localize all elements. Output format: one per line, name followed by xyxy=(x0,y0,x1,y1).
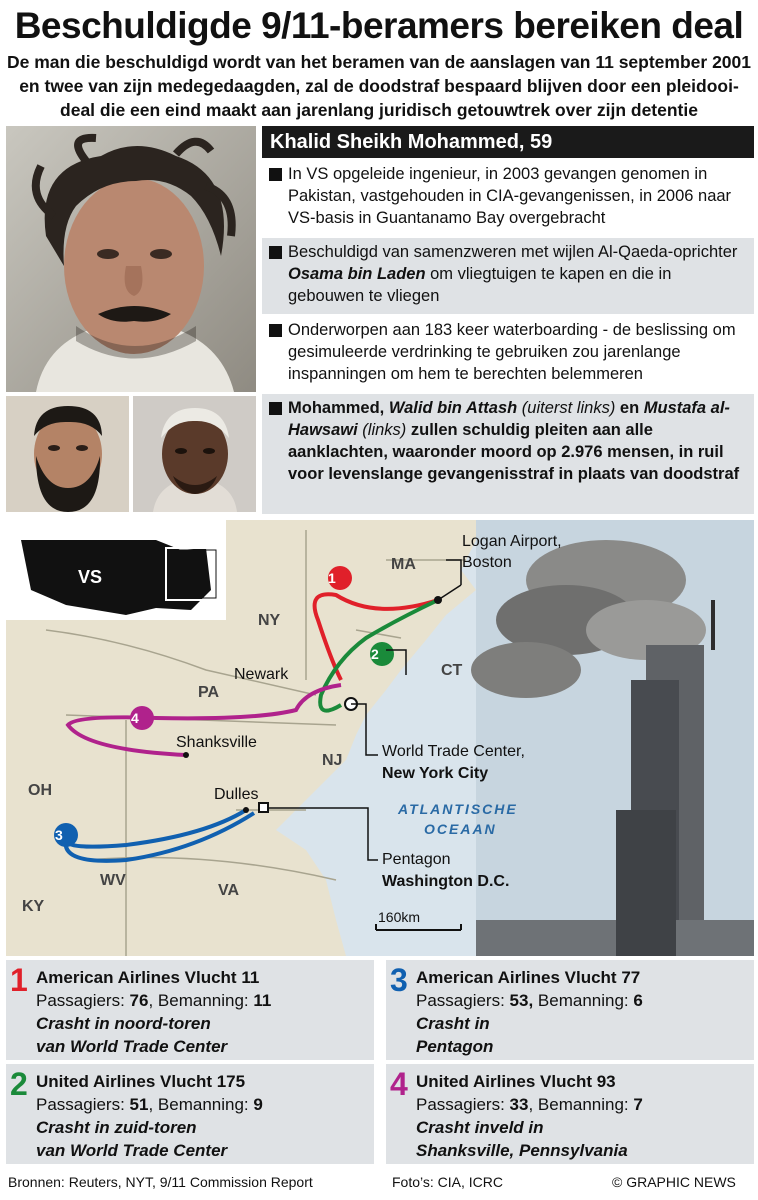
fact-text-segment: Osama bin Laden xyxy=(288,265,426,283)
crash-text-2: van World Trade Center xyxy=(36,1141,228,1160)
page-title: Beschuldigde 9/11-beramers bereiken deal xyxy=(14,5,744,46)
map-graphic xyxy=(6,520,754,956)
label-wtc: World Trade Center, xyxy=(382,743,525,760)
flight-number: 4 xyxy=(390,1066,408,1102)
pax-label: Passagiers: xyxy=(36,1095,130,1114)
crash-text-1: Crasht inveld in xyxy=(416,1118,544,1137)
pax-label: Passagiers: xyxy=(416,991,510,1010)
label-shanksville: Shanksville xyxy=(176,734,257,751)
state-label-ky: KY xyxy=(22,898,45,915)
label-washington-dc: Washington D.C. xyxy=(382,873,510,890)
flight-name: United Airlines Vlucht 175 xyxy=(36,1072,246,1091)
photo-mustafa-al-hawsawi xyxy=(133,396,256,512)
label-newark: Newark xyxy=(234,666,289,683)
inset-label-us: VS xyxy=(78,567,103,587)
fact-text-segment: Onderworpen aan 183 keer waterboarding - de beslissing om gesimuleerde verdrinking te gebruiken zou jarenlange inspanningen om hem te berechten belemmeren xyxy=(288,321,736,383)
pax-value: 33 xyxy=(509,1095,529,1114)
pax-value: 76 xyxy=(129,991,149,1010)
profile-name: Khalid Sheikh Mohammed, 59 xyxy=(262,126,754,158)
footer-photo-credits: Foto’s: CIA, ICRC xyxy=(392,1174,503,1190)
fact-text-segment: In VS opgeleide ingenieur, in 2003 gevangen genomen in Pakistan, vastgehouden in CIA-gevangenissen, in 2006 naar VS-basis in Guantanamo Bay overgebracht xyxy=(288,165,732,227)
pax-value: 51 xyxy=(129,1095,149,1114)
fact-text-segment: Walid bin Attash xyxy=(388,399,518,417)
crash-text-1: Crasht in noord-toren xyxy=(36,1014,211,1033)
route-number-2: 2 xyxy=(371,646,379,662)
flight-name: American Airlines Vlucht 77 xyxy=(416,968,641,987)
bullet-square-icon xyxy=(269,402,282,415)
scale-label: 160km xyxy=(378,909,421,925)
crash-text-1: Crasht in zuid-toren xyxy=(36,1118,197,1137)
label-dulles: Dulles xyxy=(214,786,259,803)
label-ocean-1: ATLANTISCHE xyxy=(398,801,518,817)
crew-value: 7 xyxy=(633,1095,643,1114)
label-boston: Boston xyxy=(462,554,512,571)
flight-number: 1 xyxy=(10,962,28,998)
state-label-nj: NJ xyxy=(322,752,343,769)
fact-text-segment: en xyxy=(615,399,644,417)
state-label-oh: OH xyxy=(28,782,52,799)
fact-text-segment: zullen schuldig pleiten aan alle aanklachten, waaronder moord op 2.976 mensen, in ruil voor levenslange gevangenisstraf in plaats van doodstraf xyxy=(288,421,740,483)
crew-value: 11 xyxy=(253,991,272,1010)
bullet-square-icon xyxy=(269,168,282,181)
fact-text-segment: Beschuldigd van samenzweren met wijlen Al-Qaeda-oprichter xyxy=(288,243,738,261)
flight-name: American Airlines Vlucht 11 xyxy=(36,968,260,987)
label-new-york-city: New York City xyxy=(382,765,489,782)
flight-name: United Airlines Vlucht 93 xyxy=(416,1072,616,1091)
flight-card-4 xyxy=(386,1064,754,1164)
crew-value: 9 xyxy=(253,1095,263,1114)
footer-sources: Bronnen: Reuters, NYT, 9/11 Commission Report xyxy=(8,1174,313,1190)
bullet-square-icon xyxy=(269,324,282,337)
state-label-ct: CT xyxy=(441,662,463,679)
profile-fact-3 xyxy=(262,316,754,392)
profile-fact-2 xyxy=(262,238,754,314)
flight-number: 2 xyxy=(10,1066,28,1102)
fact-text-segment: (links) xyxy=(362,421,407,439)
crash-text-2: Pentagon xyxy=(416,1037,494,1056)
flight-card-3 xyxy=(386,960,754,1060)
crew-label: Bemanning: xyxy=(533,991,634,1010)
profile-fact-4 xyxy=(262,394,754,514)
flight-card-2 xyxy=(6,1064,374,1164)
bullet-square-icon xyxy=(269,246,282,259)
state-label-va: VA xyxy=(218,882,240,899)
photo-walid-bin-attash xyxy=(6,396,129,512)
route-number-4: 4 xyxy=(131,710,139,726)
label-pentagon: Pentagon xyxy=(382,851,451,868)
page-subtitle: De man die beschuldigd wordt van het beramen van de aanslagen van 11 september 2001 en twee van zijn medegedaagden, zal de doodstraf bespaard blijven door een pleidooi-deal die een eind maakt aan jarenlang juridisch getouwtrek over zijn detentie xyxy=(6,52,751,120)
crew-value: 6 xyxy=(633,991,643,1010)
label-logan-airport: Logan Airport, xyxy=(462,533,562,550)
state-label-ny: NY xyxy=(258,612,281,629)
route-number-3: 3 xyxy=(55,827,63,843)
pax-label: Passagiers: xyxy=(36,991,130,1010)
crash-text-2: Shanksville, Pennsylvania xyxy=(416,1141,628,1160)
fact-text-segment: (uiterst links) xyxy=(521,399,616,417)
pax-label: Passagiers: xyxy=(416,1095,510,1114)
fact-text-segment: Mohammed, xyxy=(288,399,389,417)
flight-card-1 xyxy=(6,960,374,1060)
fact-text-segment: om vliegtuigen te kapen en die in gebouwen te vliegen xyxy=(288,265,672,305)
crash-text-1: Crasht in xyxy=(416,1014,490,1033)
flight-routes-map xyxy=(6,520,754,956)
state-label-pa: PA xyxy=(198,684,220,701)
route-number-1: 1 xyxy=(328,570,336,586)
crash-text-2: van World Trade Center xyxy=(36,1037,228,1056)
state-label-wv: WV xyxy=(100,872,126,889)
label-ocean-2: OCEAAN xyxy=(424,821,497,837)
profile-fact-1 xyxy=(262,160,754,236)
photo-khalid-sheikh-mohammed xyxy=(6,126,256,392)
pax-value: 53, xyxy=(509,991,534,1010)
flight-number: 3 xyxy=(390,962,408,998)
flights-panel xyxy=(6,960,754,1168)
footer-copyright: © GRAPHIC NEWS xyxy=(612,1174,736,1190)
state-label-ma: MA xyxy=(391,556,416,573)
fact-text-segment: Mustafa al-Hawsawi xyxy=(288,399,730,439)
crew-label: , Bemanning: xyxy=(148,1095,254,1114)
crew-label: , Bemanning: xyxy=(148,991,254,1010)
crew-label: , Bemanning: xyxy=(528,1095,634,1114)
